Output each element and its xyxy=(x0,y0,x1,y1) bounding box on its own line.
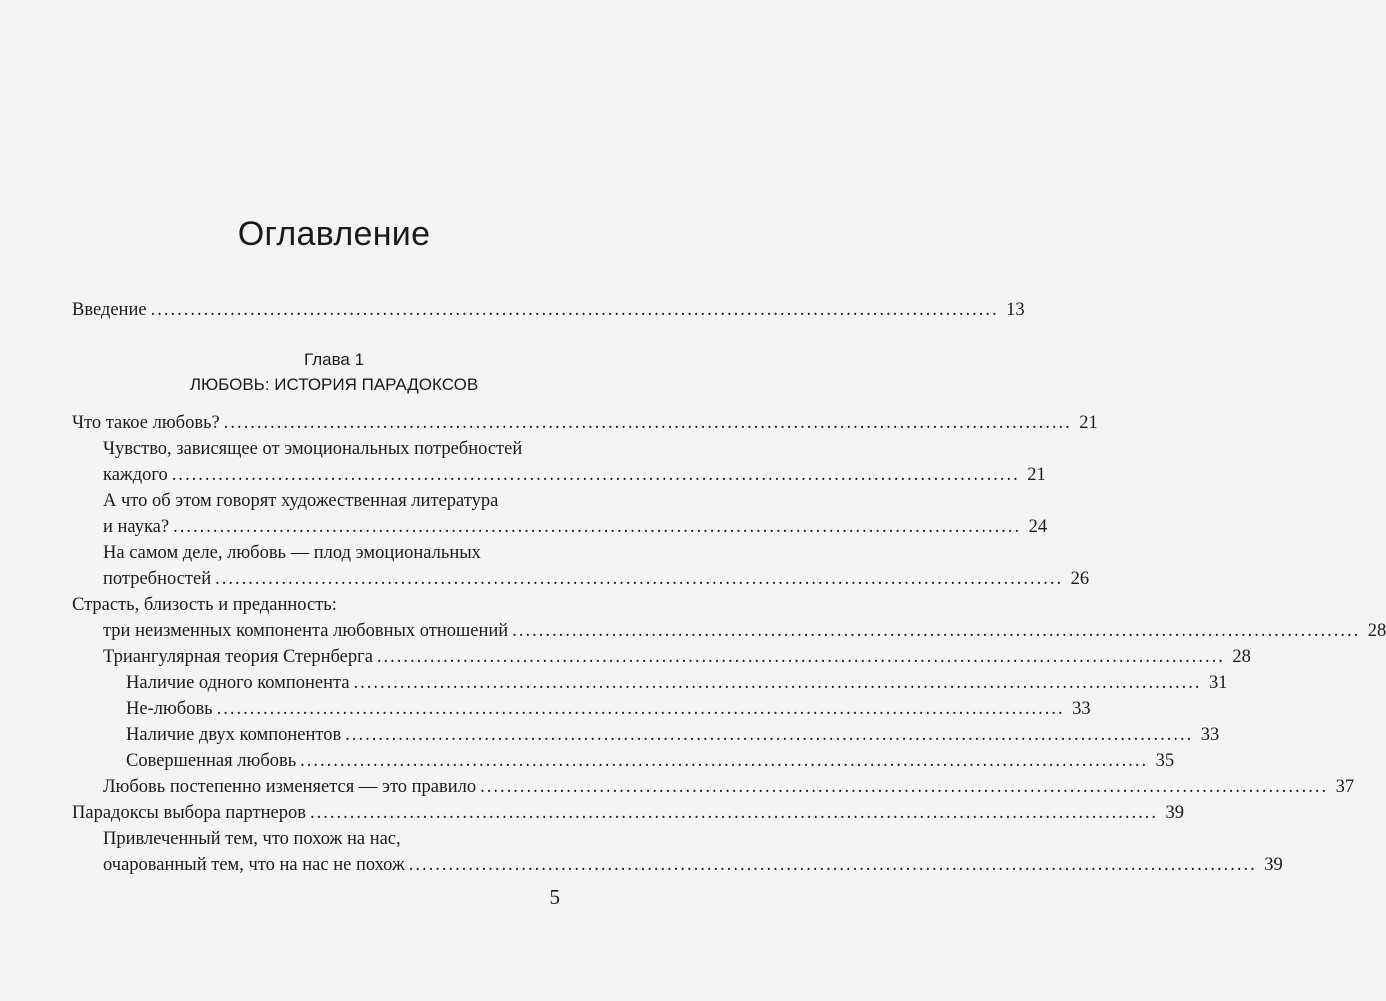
toc-entry[interactable] xyxy=(103,618,1386,644)
leader-dots: ................................................................................................................................ xyxy=(215,569,1064,589)
toc-entry-line: А что об этом говорят художественная литература xyxy=(103,491,499,511)
toc-entry-line: Страсть, близость и преданность: xyxy=(72,595,337,615)
toc-entry-label: Наличие одного компонента xyxy=(126,673,350,693)
toc-entry[interactable] xyxy=(126,696,1091,722)
toc-entry[interactable] xyxy=(126,722,1220,748)
toc-entry[interactable] xyxy=(103,774,1355,800)
toc-entry[interactable] xyxy=(126,670,1228,696)
leader-dots: ................................................................................................................................ xyxy=(408,855,1257,875)
toc-entry-label: Не-любовь xyxy=(126,699,213,719)
toc-entry-intro[interactable] xyxy=(72,297,1025,323)
toc-entry-label: три неизменных компонента любовных отношений xyxy=(103,621,509,641)
toc-page-number: 39 xyxy=(1165,803,1184,823)
chapter-title: ЛЮБОВЬ: ИСТОРИЯ ПАРАДОКСОВ xyxy=(189,375,479,394)
toc-entry[interactable] xyxy=(72,800,1184,826)
leader-dots: ................................................................................................................................ xyxy=(150,300,999,320)
toc-entry-label: потребностей xyxy=(103,569,212,589)
toc-entry-label: каждого xyxy=(103,465,168,485)
toc-entry-label: очарованный тем, что на нас не похож xyxy=(103,855,405,875)
toc-entry-label: Что такое любовь? xyxy=(72,413,220,433)
toc-page-number: 21 xyxy=(1079,413,1098,433)
toc-page-number: 37 xyxy=(1335,777,1355,797)
toc-entry[interactable] xyxy=(103,462,1046,488)
toc-page-number: 21 xyxy=(1027,465,1046,485)
toc-entry-label: Введение xyxy=(72,300,147,320)
leader-dots: ................................................................................................................................ xyxy=(512,621,1361,641)
toc-entry[interactable] xyxy=(126,748,1175,774)
toc-entry-label: Совершенная любовь xyxy=(126,751,297,771)
toc-page-number: 35 xyxy=(1155,751,1175,771)
leader-dots: ................................................................................................................................ xyxy=(376,647,1225,667)
leader-dots: ................................................................................................................................ xyxy=(300,751,1149,771)
toc-page-number: 28 xyxy=(1367,621,1386,641)
page-folio-number: 5 xyxy=(549,885,560,909)
leader-dots: ................................................................................................................................ xyxy=(480,777,1329,797)
toc-entry[interactable] xyxy=(72,410,1098,436)
toc-entry-label: Парадоксы выбора партнеров xyxy=(72,803,306,823)
toc-entry-line: Чувство, зависящее от эмоциональных потребностей xyxy=(103,439,523,459)
toc-entry-label: Любовь постепенно изменяется — это правило xyxy=(103,777,477,797)
toc-page-number: 28 xyxy=(1232,647,1251,667)
leader-dots: ................................................................................................................................ xyxy=(353,673,1202,693)
leader-dots: ................................................................................................................................ xyxy=(171,465,1020,485)
toc-entry-line: На самом деле, любовь — плод эмоциональных xyxy=(103,543,481,563)
toc-entry[interactable] xyxy=(103,566,1090,592)
toc-page-number: 26 xyxy=(1070,569,1090,589)
leader-dots: ................................................................................................................................ xyxy=(309,803,1158,823)
toc-entry[interactable] xyxy=(103,852,1283,878)
toc-page-number: 24 xyxy=(1028,517,1048,537)
page-title: Оглавление xyxy=(237,215,431,253)
leader-dots: ................................................................................................................................ xyxy=(345,725,1194,745)
leader-dots: ................................................................................................................................ xyxy=(216,699,1065,719)
toc-page-number: 33 xyxy=(1072,699,1091,719)
toc-page-number: 31 xyxy=(1209,673,1228,693)
toc-page-number: 39 xyxy=(1264,855,1283,875)
toc-page-number: 13 xyxy=(1006,300,1025,320)
toc-entry-label: Наличие двух компонентов xyxy=(126,725,342,745)
toc-page-number: 33 xyxy=(1200,725,1220,745)
leader-dots: ................................................................................................................................ xyxy=(223,413,1072,433)
leader-dots: ................................................................................................................................ xyxy=(173,517,1022,537)
toc-entry-label: и наука? xyxy=(103,517,170,537)
toc-entry[interactable] xyxy=(103,644,1251,670)
chapter-number: Глава 1 xyxy=(303,350,365,369)
toc-entry[interactable] xyxy=(103,514,1048,540)
toc-entry-label: Триангулярная теория Стернберга xyxy=(103,647,373,667)
toc-entry-line: Привлеченный тем, что похож на нас, xyxy=(103,829,401,849)
